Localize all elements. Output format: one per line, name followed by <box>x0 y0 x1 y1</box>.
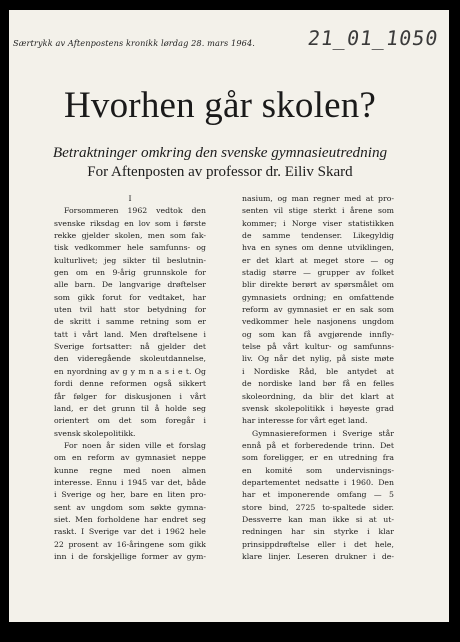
text-line: kommer; i Norge viser statistikken <box>242 218 394 228</box>
text-line: de samme tendenser. Likegyldig <box>242 231 394 241</box>
text-line: departementet nedsatte i 1960. Den <box>242 477 394 487</box>
text-line: om en reform av gymnasiet neppe <box>54 453 206 463</box>
text-line: telse på vårt kultur- og samfunns- <box>242 342 394 352</box>
text-line: og som kan få avgjørende innfly- <box>242 329 394 339</box>
text-line: som gikk forut for vedtaket, har <box>54 292 206 302</box>
text-line: svenske riksdag en lov som i første <box>54 218 206 228</box>
article-byline: For Aftenposten av professor dr. Eiliv Skard <box>87 164 353 180</box>
section-number: I <box>128 194 132 203</box>
text-line: redningen har sin styrke i klar <box>242 527 394 537</box>
text-line: 22 prosent av 16-åringene som gikk <box>54 539 206 549</box>
text-line: kunne regne med noen almen <box>54 465 206 475</box>
text-line: nasium, og man regner med at pro- <box>242 194 394 203</box>
text-line: en komité som undervisnings- <box>242 465 394 475</box>
text-line: gymnasiets ordning; en omfattende <box>242 292 394 302</box>
text-line: vedkommer hele nasjonens ungdom <box>242 317 394 327</box>
text-line: svensk skolepolitikk. <box>54 428 136 438</box>
text-line: raskt. I Sverige var det i 1962 hele <box>54 527 206 537</box>
text-line: siet. Men forholdene har endret seg <box>54 514 206 524</box>
text-line: liv. Og når det nylig, på siste møte <box>242 354 394 364</box>
text-line: inn i de forskjellige former av gym- <box>54 551 206 561</box>
text-line: gen om en 9-årig grunnskole for <box>54 268 206 278</box>
text-line: har interesse for vårt eget land. <box>242 416 368 426</box>
text-line: sent av ungdom som søkte gymna- <box>54 502 206 512</box>
left-text-column <box>54 193 206 563</box>
text-line: Gymnasiereformen i Sverige står <box>252 428 394 438</box>
text-line: store bind, 2725 to-spaltede sider. <box>242 502 394 512</box>
text-line: kulturlivet; jeg sikter til beslutnin- <box>54 255 206 265</box>
article-subtitle: Betraktninger omkring den svenske gymnasieutredning <box>52 144 388 161</box>
text-line: tatt i vårt land. Men drøftelsene i <box>54 329 206 339</box>
text-line: hva en synes om denne utviklingen, <box>242 243 394 253</box>
text-line: alle barn. De langvarige drøftelser <box>54 280 206 290</box>
text-line: orientert om det som foregår i <box>54 416 206 426</box>
text-line: får følger for diskusjonen i vårt <box>54 391 206 401</box>
text-line: interesse. Ennu i 1945 var det, både <box>54 477 206 487</box>
text-line: rekke gjelder skolen, men som fak- <box>54 231 206 241</box>
text-line: den videregående skoleutdannelse, <box>54 354 206 364</box>
text-line: en nyordning av g y m n a s i e t. Og <box>54 366 206 376</box>
text-line: i Nordiske Råd, ble antydet at <box>242 366 394 376</box>
text-line: Dessverre kan man ikke si at ut- <box>242 514 394 524</box>
article-title: Hvorhen går skolen? <box>63 85 377 126</box>
text-line: svensk skolepolitikk i høyeste grad <box>242 403 394 413</box>
text-line: de nordiske land bør få en felles <box>242 379 394 389</box>
text-line: i Sverige og her, bare en liten pro- <box>54 490 206 500</box>
text-line: er det klart at meget store — og <box>242 255 394 265</box>
handwritten-archive-number: 21_01_1050 <box>306 26 441 50</box>
text-line: stadig større — grupper av folket <box>242 268 394 278</box>
text-line: de skritt i samme retning som er <box>54 317 206 327</box>
text-line: land, er det grunn til å holde seg <box>54 403 206 413</box>
text-line: prinsippdrøftelse eller i det hele, <box>242 539 394 549</box>
text-line: tisk vedkommer hele samfunns- og <box>54 243 206 253</box>
text-line: som foreligger, er en utredning fra <box>242 453 394 463</box>
text-line: uten tvil hatt stor betydning for <box>54 305 206 315</box>
text-line: blir direkte berørt av spørsmålet om <box>242 280 394 290</box>
text-line: klare linjer. Leseren drukner i de- <box>242 551 394 561</box>
text-line: For noen år siden ville et forslag <box>64 440 206 450</box>
text-line: skoleordning, da blir det klart at <box>242 391 394 401</box>
text-line: senten vil stige sterkt i årene som <box>242 206 394 216</box>
text-line: reform av gymnasiet er en sak som <box>242 305 394 315</box>
text-line: Forsommeren 1962 vedtok den <box>64 206 206 216</box>
reprint-note: Særtrykk av Aftenpostens kronikk lørdag 28. mars 1964. <box>13 38 255 48</box>
right-text-column <box>242 193 394 563</box>
text-line: har et imponerende omfang — 5 <box>242 490 394 500</box>
text-line: fordi denne reformen også sikkert <box>54 379 206 389</box>
text-line: Sverige fortsatter: nå gjelder det <box>54 342 206 352</box>
text-line: ennå på et forberedende trinn. Det <box>242 440 394 450</box>
